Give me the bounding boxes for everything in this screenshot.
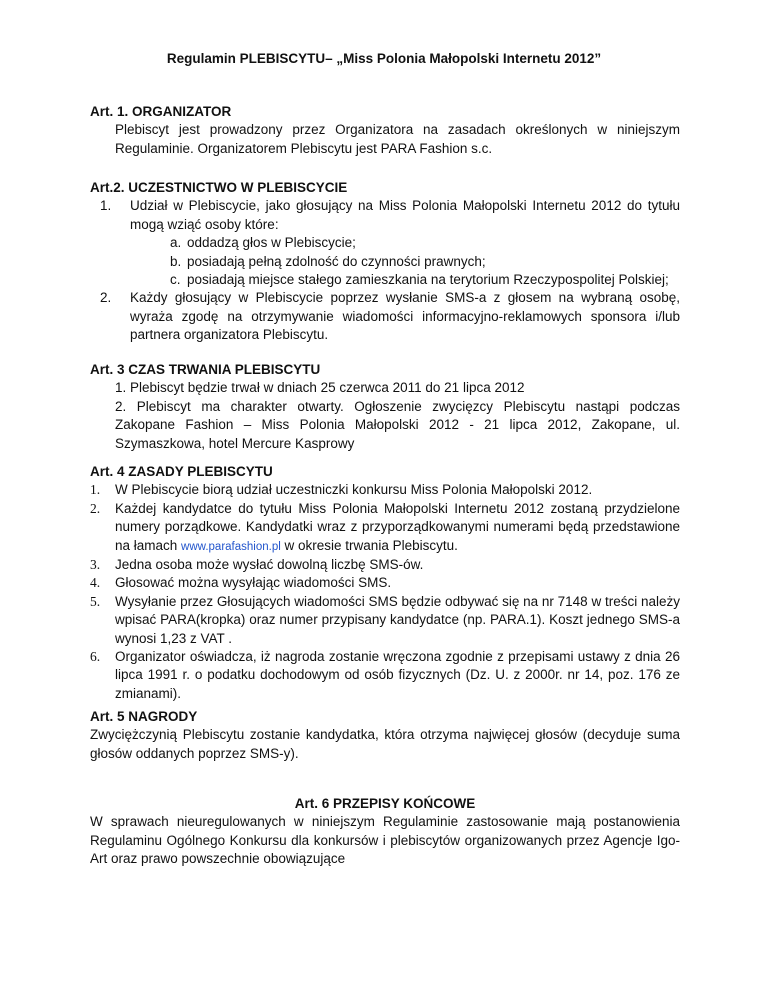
article-2-heading: Art.2. UCZESTNICTWO W PLEBISCYCIE	[90, 180, 348, 195]
article-4-heading: Art. 4 ZASADY PLEBISCYTU	[90, 464, 273, 479]
article-2-subitem-b	[90, 253, 680, 271]
item-number: 1.	[90, 482, 101, 498]
article-5-text: Zwyciężczynią Plebiscytu zostanie kandydatka, która otrzyma najwięcej głosów (decyduje suma głosów oddanych poprzez SMS-y).	[90, 727, 680, 761]
item-number: 2.	[90, 500, 101, 516]
subitem-text: posiadają pełną zdolność do czynności prawnych;	[187, 253, 486, 269]
document-title: Regulamin PLEBISCYTU– „Miss Polonia Małopolski Internetu 2012”	[166, 51, 602, 66]
item-text: Jedna osoba może wysłać dowolną liczbę SMS-ów.	[115, 557, 424, 573]
article-4-item-2	[90, 500, 680, 556]
item-number: 6.	[90, 649, 101, 665]
article-2-item-2	[90, 289, 680, 344]
item-text: W Plebiscycie biorą udział uczestniczki konkursu Miss Polonia Małopolski 2012.	[115, 482, 593, 498]
item-text-end: w okresie trwania Plebiscytu.	[280, 537, 458, 553]
article-5	[90, 708, 680, 763]
subitem-text: posiadają miejsce stałego zamieszkania na terytorium Rzeczypospolitej Polskiej;	[187, 272, 669, 288]
article-1-text: Plebiscyt jest prowadzony przez Organizatora na zasadach określonych w niniejszym Regulaminie. Organizatorem Plebiscytu jest PARA Fashion s.c.	[115, 122, 680, 156]
article-4-item-4	[90, 574, 680, 592]
subitem-letter: b.	[170, 253, 182, 269]
article-2	[90, 179, 680, 345]
article-4-item-3	[90, 556, 680, 574]
article-2-item-1	[90, 197, 680, 234]
article-4	[90, 463, 680, 703]
item-text-start: Każdej kandydatce do tytułu Miss Polonia Małopolski Internetu 2012 zostaną przydzielone numery porządkowe. Kandydatki wraz z przyporządkowanymi numerami będą przedstawione na łamach	[115, 500, 680, 553]
article-4-item-1	[90, 481, 680, 499]
item-text: Każdy głosujący w Plebiscycie poprzez wysłanie SMS-a z głosem na wybraną osobę, wyraża zgodę na otrzymywanie wiadomości informacyjno-reklamowych sponsora i/lub partnera organizatora Plebiscytu.	[130, 290, 680, 343]
article-1-heading: Art. 1. ORGANIZATOR	[90, 104, 232, 119]
item-text: Organizator oświadcza, iż nagroda zostanie wręczona zgodnie z przepisami ustawy z dnia 26 lipca 1991 r. o podatku dochodowym od osób fizycznych (Dz. U. z 2000r. nr 14, poz. 176 ze zmianami).	[115, 649, 680, 701]
article-5-heading: Art. 5 NAGRODY	[90, 709, 198, 724]
article-4-item-5	[90, 593, 680, 648]
subitem-text: oddadzą głos w Plebiscycie;	[187, 235, 356, 251]
article-2-subitem-a	[90, 234, 680, 252]
article-3	[90, 361, 680, 453]
subitem-letter: c.	[170, 272, 181, 288]
article-2-subitem-c	[90, 271, 680, 289]
article-3-line-2: 2. Plebiscyt ma charakter otwarty. Ogłoszenie zwycięzcy Plebiscytu nastąpi podczas Zakopane Fashion – Miss Polonia Małopolski 2012 - 21 lipca 2012, Zakopane, ul. Szymaszkowa, hotel Mercure Kasprowy	[115, 398, 680, 451]
article-6-heading: Art. 6 PRZEPISY KOŃCOWE	[294, 796, 476, 811]
article-1	[90, 103, 680, 158]
item-number: 3.	[90, 557, 101, 573]
article-3-heading: Art. 3 CZAS TRWANIA PLEBISCYTU	[90, 362, 321, 377]
item-number: 1.	[100, 198, 112, 214]
article-4-item-6	[90, 648, 680, 703]
subitem-letter: a.	[170, 235, 182, 251]
item-number: 4.	[90, 575, 101, 591]
article-6	[90, 795, 680, 869]
parafashion-link[interactable]: www.parafashion.pl	[181, 540, 281, 553]
item-text: Głosować można wysyłając wiadomości SMS.	[115, 575, 392, 591]
article-3-line-1: 1. Plebiscyt będzie trwał w dniach 25 czerwca 2011 do 21 lipca 2012	[115, 380, 525, 396]
item-number: 2.	[100, 290, 112, 306]
article-6-text: W sprawach nieuregulowanych w niniejszym Regulaminie zastosowanie mają postanowienia Regulaminu Ogólnego Konkursu dla konkursów i plebiscytów organizowanych przez Agencje Igo-Art oraz prawo powszechnie obowiązujące	[90, 814, 680, 867]
item-number: 5.	[90, 593, 101, 609]
item-text: Wysyłanie przez Głosujących wiadomości SMS będzie odbywać się na nr 7148 w treści należy wpisać PARA(kropka) oraz numer przypisany kandydatce (np. PARA.1). Koszt jednego SMS-a wynosi 1,23 z VAT .	[115, 593, 680, 646]
item-text: Udział w Plebiscycie, jako głosujący na Miss Polonia Małopolski Internetu 2012 do tytułu mogą wziąć osoby które:	[130, 198, 680, 232]
